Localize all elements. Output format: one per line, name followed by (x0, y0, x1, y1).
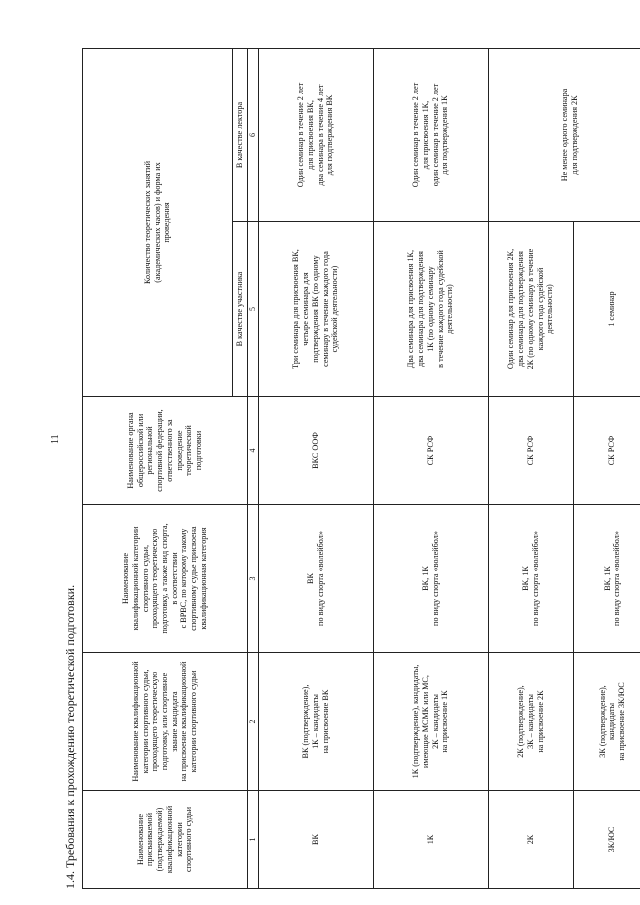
table-header-row (83, 48, 233, 888)
table-cell: 2К (подтверждение), 3К – кандидаты на присвоение 2К (488, 653, 573, 791)
requirements-table (82, 48, 640, 889)
table-cell: Два семинара для присвоения 1К, два семинара для подтверждения 1К (по одному семинару в течение каждого года судейской деятельности) (373, 222, 488, 397)
table-row (488, 48, 573, 888)
column-number: 2 (247, 653, 258, 791)
header-cell: Наименование органа общероссийской или региональной спортивной федерации, ответственного за проведение теоретической подготовки (83, 397, 248, 505)
table-cell: ВК, 1К по виду спорта «волейбол» (373, 505, 488, 653)
table-cell: 2К (488, 791, 573, 889)
table-row (373, 48, 488, 888)
table-cell: СК РСФ (488, 397, 573, 505)
page-number: 11 (50, 434, 61, 444)
header-cell: Количество теоретических занятий (академических часов) и форма их проведения (83, 48, 233, 396)
table-cell: 3К/ЮС (573, 791, 640, 889)
table-cell: ВКС ООФ (258, 397, 373, 505)
table-cell: ВК (подтверждение), 1К – кандидаты на присвоение ВК (258, 653, 373, 791)
table-cell: 1К (373, 791, 488, 889)
table-cell: ВК (258, 791, 373, 889)
table-cell: ВК по виду спорта «волейбол» (258, 505, 373, 653)
header-cell: Наименование квалификационной категории спортивного судьи, проходящего теоретическую подготовку, или спортивное звание кандидата на присвоение квалификационной категории спортивного судьи (83, 653, 248, 791)
table-cell: Один семинар в течение 2 лет для присвоения 1К, один семинар в течение 2 лет для подтверждения 1К (373, 48, 488, 221)
header-cell: В качестве лектора (233, 48, 248, 221)
column-number-row (247, 48, 258, 888)
table-cell: 1 семинар (573, 222, 640, 397)
table-cell: 3К (подтверждение), кандидаты на присвоение 3К/ЮС (573, 653, 640, 791)
column-number: 3 (247, 505, 258, 653)
table-row (258, 48, 373, 888)
column-number: 5 (247, 222, 258, 397)
column-number: 1 (247, 791, 258, 889)
header-cell: В качестве участника (233, 222, 248, 397)
section-title: 1.4. Требования к прохождению теоретической подготовки. (63, 584, 77, 889)
table-cell: Три семинара для присвоения ВК, четыре семинара для подтверждения ВК (по одному семинару в течение каждого года судейской деятельности) (258, 222, 373, 397)
table-cell: 1К (подтверждение), кандидаты, имеющие МСМК или МС, 2К – кандидаты на присвоение 1К (373, 653, 488, 791)
header-cell: Наименование присваиваемой (подтверждаемой) квалификационной категории спортивного судьи (83, 791, 248, 889)
header-cell: Наименование квалификационной категории спортивного судьи, проходящего теоретическую подготовку, а также вид спорта, в соответствии с ВРВС, по которому такому спортивному судье присвоена квалификационная категория (83, 505, 248, 653)
table-cell: ВК, 1К по виду спорта «волейбол» (573, 505, 640, 653)
table-cell: Не менее одного семинара для подтверждения 2К (488, 48, 640, 221)
rotated-page-content (60, 49, 640, 889)
table-cell: ВК, 1К по виду спорта «волейбол» (488, 505, 573, 653)
column-number: 4 (247, 397, 258, 505)
column-number: 6 (247, 48, 258, 221)
table-cell: Один семинар для присвоения 2К, два семинара для подтверждения 2К (по одному семинару в течение каждого года судейской деятельности) (488, 222, 573, 397)
table-cell: СК РСФ (373, 397, 488, 505)
table-cell: СК РСФ (573, 397, 640, 505)
table-cell: Один семинар в течение 2 лет для присвоения ВК, два семинара в течение 4 лет для подтверждения ВК (258, 48, 373, 221)
